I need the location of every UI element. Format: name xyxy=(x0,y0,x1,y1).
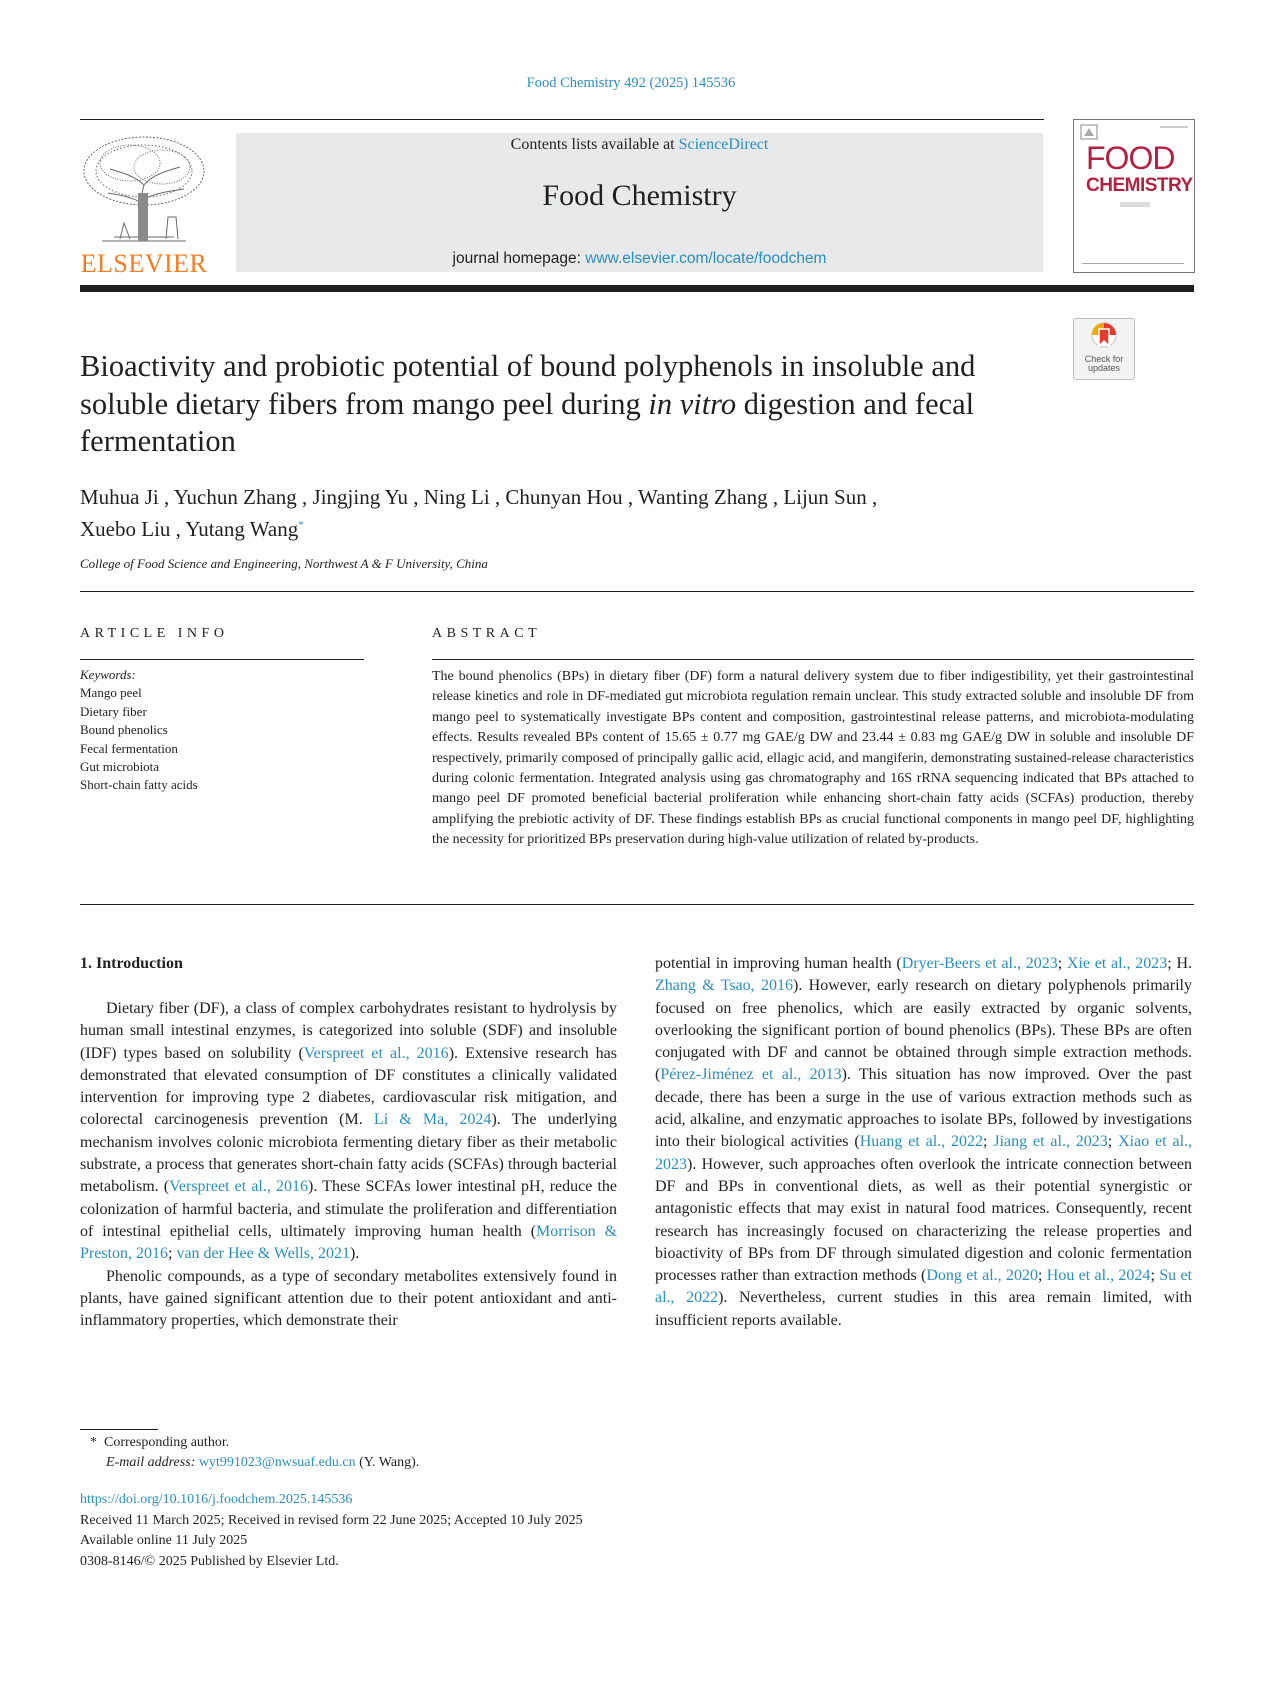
footnote-rule xyxy=(80,1429,158,1430)
contents-prefix: Contents lists available at xyxy=(510,136,679,153)
masthead-divider xyxy=(80,285,1194,292)
citation-link[interactable]: Pérez-Jiménez et al., 2013 xyxy=(660,1066,842,1084)
article-title-part2: digestion and fecal fermentation xyxy=(80,386,975,458)
keyword-item: Gut microbiota xyxy=(80,759,160,775)
body-text: ; xyxy=(1038,1267,1047,1285)
keywords-block xyxy=(80,666,198,795)
intro-paragraph-2-start xyxy=(80,1266,617,1333)
corresponding-author-footnote xyxy=(90,1433,419,1473)
journal-title: Food Chemistry xyxy=(542,179,737,212)
keyword-item: Mango peel xyxy=(80,685,142,701)
citation-link[interactable]: Morrison & Preston, 2016 xyxy=(80,1222,618,1263)
keywords-label: Keywords: xyxy=(80,667,136,682)
cover-chemistry-word: CHEMISTRY xyxy=(1086,175,1193,196)
intro-column-left xyxy=(80,998,617,1332)
footnote-label: Corresponding author. xyxy=(104,1435,230,1450)
authors-line-1: Muhua Ji , Yuchun Zhang , Jingjing Yu , Ning Li , Chunyan Hou , Wanting Zhang , Lijun Sun , xyxy=(80,485,878,509)
body-text: ). However, early research on dietary polyphenols primarily focused on free phenolics, which are easily extracted by organic solvents, overlooking the significant portion of bound phenolics (BPs). These BPs are often conjugated with DF and cannot be obtained through simple extraction methods.( xyxy=(655,977,1192,1084)
authors-line-2 xyxy=(80,511,1080,543)
journal-homepage-line xyxy=(236,250,1043,268)
intro-column-right xyxy=(655,953,1192,1332)
corresponding-author-mark[interactable]: * xyxy=(298,519,304,531)
email-link[interactable]: wyt991023@nwsuaf.edu.cn xyxy=(198,1455,356,1470)
abstract-end-rule xyxy=(80,904,1194,905)
keyword-item: Bound phenolics xyxy=(80,722,168,738)
body-text: ; xyxy=(1150,1267,1160,1285)
elsevier-tree-icon xyxy=(80,133,208,247)
affiliation: College of Food Science and Engineering, Northwest A & F University, China xyxy=(80,556,488,571)
doi-link[interactable]: https://doi.org/10.1016/j.foodchem.2025.145536 xyxy=(80,1492,353,1507)
sciencedirect-link[interactable]: ScienceDirect xyxy=(678,136,769,153)
cover-footer-rule xyxy=(1082,263,1184,264)
article-title-part1: Bioactivity and probiotic potential of bound polyphenols in insoluble and soluble dietary fibers from mango peel during xyxy=(80,349,976,421)
article-title-italic: in vitro xyxy=(648,386,737,421)
intro-paragraph-1 xyxy=(80,998,617,1266)
email-label: E-mail address: xyxy=(106,1455,196,1470)
contents-line xyxy=(236,136,1043,154)
check-for-updates-label: Check for updates xyxy=(1084,354,1124,373)
body-text: ). These SCFAs lower intestinal pH, reduce the colonization of harmful bacteria, and stimulate the proliferation and differentiation of intestinal epithelial cells, ultimately improving human health ( xyxy=(80,1178,617,1240)
body-text: potential in improving human health ( xyxy=(655,955,902,972)
body-text: ). Extensive research has demonstrated that elevated consumption of DF constitutes a clinically validated intervention for improving type 2 diabetes, cardiovascular risk mitigation, and colorectal carcinogenesis prevention (M. xyxy=(80,1044,618,1129)
body-text: Phenolic compounds, as a type of secondary metabolites extensively found in plants, have gained significant attention due to their potent antioxidant and anti-inflammatory properties, which demonstrate their xyxy=(80,1267,617,1330)
elsevier-wordmark: ELSEVIER xyxy=(80,249,208,278)
footnote-mark: * xyxy=(90,1435,97,1450)
citation-link[interactable]: Li & Ma, 2024 xyxy=(373,1111,492,1129)
citation-link[interactable]: Xie et al., 2023 xyxy=(1066,955,1168,972)
elsevier-logo[interactable] xyxy=(80,133,208,278)
header-rule xyxy=(80,119,1044,120)
body-text: ; H. xyxy=(1167,955,1193,972)
email-suffix: (Y. Wang). xyxy=(355,1455,420,1470)
article-info-rule xyxy=(80,659,364,660)
received-dates: Received 11 March 2025; Received in revised form 22 June 2025; Accepted 10 July 2025 xyxy=(80,1512,583,1528)
author-list xyxy=(80,483,1080,543)
body-text: ; xyxy=(983,1133,994,1151)
keyword-item: Short-chain fatty acids xyxy=(80,777,198,793)
citation-link[interactable]: Huang et al., 2022 xyxy=(859,1133,984,1151)
abstract-text: The bound phenolics (BPs) in dietary fiber (DF) form a natural delivery system due to fiber indigestibility, yet their gastrointestinal release kinetics and role in DF-mediated gut microbiota regulation remain unclear. This study extracted soluble and insoluble DF from mango peel to systematically investigate BPs content and composition, gastrointestinal release patterns, and microbiota-modulating effects. Results revealed BPs content of 15.65 ± 0.77 mg GAE/g DW and 23.44 ± 0.83 mg GAE/g DW in soluble and insoluble DF respectively, primarily composed of principally gallic acid, ellagic acid, and mangiferin, demonstrating sustained-release characteristics during colonic fermentation. Integrated analysis using gas chromatography and 16S rRNA sequencing indicated that BPs attached to mango peel DF promoted beneficial bacterial proliferation while enhancing short-chain fatty acids (SCFAs) production, thereby amplifying the prebiotic activity of DF. These findings establish BPs as crucial functional components in mango peel DF, highlighting the necessity for prioritized BPs preservation during high-value utilization of related by-products. xyxy=(432,669,1194,848)
journal-cover-thumbnail[interactable] xyxy=(1073,119,1195,273)
body-text: ; xyxy=(1057,955,1067,972)
introduction-heading: 1. Introduction xyxy=(80,955,183,972)
intro-paragraph-2-continued xyxy=(655,953,1192,1332)
authors-line-2-text: Xuebo Liu , Yutang Wang xyxy=(80,517,299,541)
article-title xyxy=(80,348,1060,461)
cover-issn-line xyxy=(1160,126,1188,128)
citation-link[interactable]: Verspreet et al., 2016 xyxy=(303,1044,449,1062)
citation-link[interactable]: Zhang & Tsao, 2016 xyxy=(655,977,793,995)
body-text: ; xyxy=(1107,1133,1119,1151)
check-for-updates-badge[interactable] xyxy=(1073,318,1135,380)
citation-link[interactable]: Dryer-Beers et al., 2023 xyxy=(901,955,1058,972)
cover-food-word: FOOD xyxy=(1086,140,1175,176)
bookmark-ribbon-icon xyxy=(1089,322,1119,354)
article-info-heading: ARTICLE INFO xyxy=(80,626,229,641)
body-text: ). The underlying mechanism involves colonic microbiota fermenting dietary fiber as their metabolic substrate, a process that generates short-chain fatty acids (SCFAs) through bacterial metabolism. ( xyxy=(80,1111,618,1196)
running-head[interactable]: Food Chemistry 492 (2025) 145536 xyxy=(526,75,736,91)
journal-homepage-link[interactable]: www.elsevier.com/locate/foodchem xyxy=(585,250,827,267)
body-text: ). This situation has now improved. Over the past decade, there has been a surge in the use of various extraction methods such as acid, alkaline, and enzymatic approaches to isolate BPs, followed by investigations into their biological activities ( xyxy=(655,1066,1192,1151)
cover-emblem-icon xyxy=(1080,124,1098,140)
publication-info xyxy=(80,1490,583,1573)
cover-editor-line xyxy=(1120,202,1150,207)
copyright-line: 0308-8146/© 2025 Published by Elsevier Ltd. xyxy=(80,1554,339,1570)
citation-link[interactable]: Dong et al., 2020 xyxy=(926,1267,1038,1285)
homepage-prefix: journal homepage: xyxy=(452,250,586,267)
title-block-divider xyxy=(80,591,1194,592)
citation-link[interactable]: Verspreet et al., 2016 xyxy=(169,1178,308,1196)
body-text: ). xyxy=(349,1245,360,1263)
citation-link[interactable]: Su et al., 2022 xyxy=(655,1267,1192,1307)
keyword-item: Fecal fermentation xyxy=(80,740,178,756)
body-text: Dietary fiber (DF), a class of complex carbohydrates resistant to hydrolysis by human small intestinal enzymes, is categorized into soluble (SDF) and insoluble (IDF) types based on solubility ( xyxy=(80,1000,617,1062)
abstract-rule xyxy=(432,659,1194,660)
citation-link[interactable]: Jiang et al., 2023 xyxy=(993,1133,1108,1151)
citation-link[interactable]: Hou et al., 2024 xyxy=(1046,1267,1151,1285)
citation-link[interactable]: van der Hee & Wells, 2021 xyxy=(176,1245,350,1263)
body-text: ). Nevertheless, current studies in this area remain limited, with insufficient reports available. xyxy=(655,1289,1193,1329)
keyword-item: Dietary fiber xyxy=(80,703,147,719)
abstract-heading: ABSTRACT xyxy=(432,626,542,641)
available-online: Available online 11 July 2025 xyxy=(80,1533,248,1549)
body-text: ; xyxy=(168,1245,177,1263)
journal-masthead xyxy=(236,133,1043,272)
body-text: ). However, such approaches often overlook the intricate connection between DF and BPs in conventional diets, as well as their potential synergistic or antagonistic effects that may exist in natural food matrices. Consequently, recent research has increasingly focused on characterizing the release properties and bioactivity of BPs from DF through simulated digestion and colonic fermentation processes rather than extraction methods ( xyxy=(655,1155,1192,1285)
citation-link[interactable]: Xiao et al., 2023 xyxy=(655,1133,1193,1173)
